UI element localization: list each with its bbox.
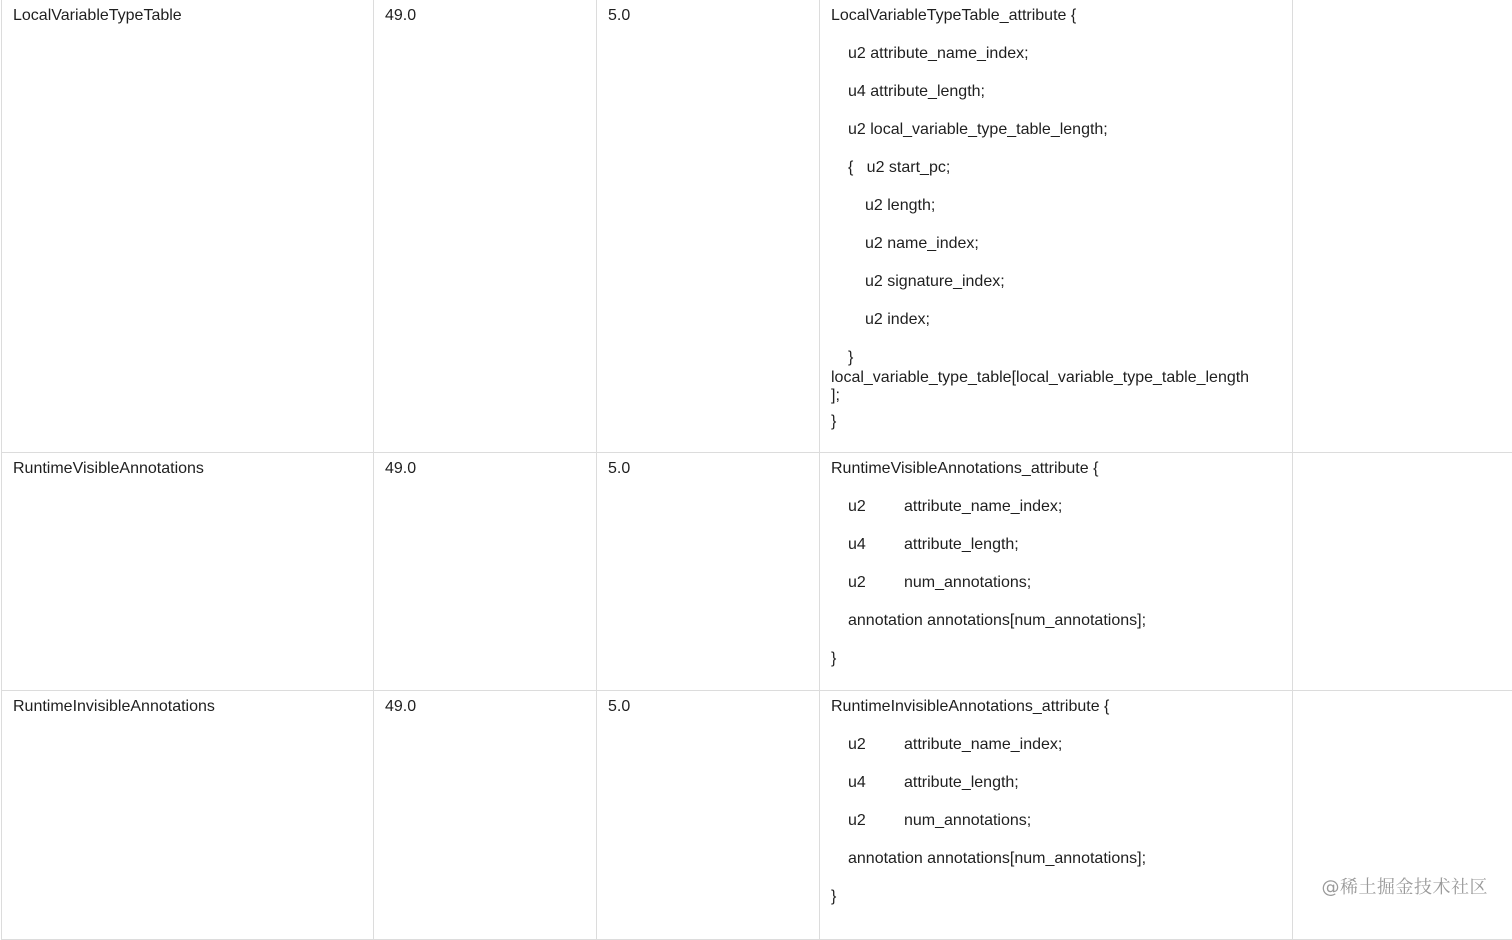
structure-code [831,699,1281,911]
code-line: RuntimeInvisibleAnnotations_attribute { [831,699,1281,737]
code-line: u2 attribute_name_index; [831,46,1281,84]
structure-cell [820,691,1293,940]
class-version-cell [374,453,597,691]
attribute-name: LocalVariableTypeTable [13,8,362,24]
java-se-version: 5.0 [608,461,808,477]
class-file-version: 49.0 [385,461,585,477]
code-line: local_variable_type_table[local_variable_type_table_length [831,370,1281,388]
table-row [2,453,1512,691]
extra-cell [1293,691,1512,940]
code-line: ]; [831,388,1281,414]
field-type: u4 [848,537,904,553]
class-file-version: 49.0 [385,699,585,715]
field-type: u4 [848,775,904,791]
code-line: LocalVariableTypeTable_attribute { [831,8,1281,46]
attribute-name-cell [2,0,374,453]
field-name: attribute_name_index; [904,498,1062,515]
field-type: u2 [848,813,904,829]
extra-cell [1293,453,1512,691]
code-line: } [831,889,1281,911]
field-name: attribute_length; [904,774,1019,791]
extra-cell [1293,0,1512,453]
field-type: u2 [848,499,904,515]
code-line: u4 attribute_length; [831,84,1281,122]
field-name: num_annotations; [904,812,1031,829]
code-line: RuntimeVisibleAnnotations_attribute { [831,461,1281,499]
code-line: u2 name_index; [831,236,1281,274]
code-line: } [831,651,1281,673]
field-type: u2 [848,575,904,591]
attribute-name: RuntimeVisibleAnnotations [13,461,362,477]
code-line [831,737,1281,775]
structure-code [831,8,1281,436]
java-se-version: 5.0 [608,699,808,715]
java-version-cell [597,691,820,940]
code-line: annotation annotations[num_annotations]; [831,851,1281,889]
class-version-cell [374,0,597,453]
code-line: { u2 start_pc; [831,160,1281,198]
attribute-name-cell [2,691,374,940]
attribute-name: RuntimeInvisibleAnnotations [13,699,362,715]
java-se-version: 5.0 [608,8,808,24]
field-type: u2 [848,737,904,753]
class-file-version: 49.0 [385,8,585,24]
field-name: num_annotations; [904,574,1031,591]
code-line [831,537,1281,575]
code-line: } [831,414,1281,436]
code-line: u2 signature_index; [831,274,1281,312]
code-line: } [831,350,1281,370]
class-version-cell [374,691,597,940]
code-line [831,575,1281,613]
field-name: attribute_name_index; [904,736,1062,753]
structure-cell [820,453,1293,691]
java-version-cell [597,453,820,691]
code-line: u2 local_variable_type_table_length; [831,122,1281,160]
field-name: attribute_length; [904,536,1019,553]
code-line [831,499,1281,537]
structure-code [831,461,1281,673]
table-row [2,0,1512,453]
structure-cell [820,0,1293,453]
attribute-table [1,0,1512,940]
java-version-cell [597,0,820,453]
code-line: u2 length; [831,198,1281,236]
watermark: @稀土掘金技术社区 [1322,873,1489,899]
code-line: annotation annotations[num_annotations]; [831,613,1281,651]
table-row [2,691,1512,940]
code-line: u2 index; [831,312,1281,350]
code-line [831,775,1281,813]
code-line [831,813,1281,851]
attribute-name-cell [2,453,374,691]
